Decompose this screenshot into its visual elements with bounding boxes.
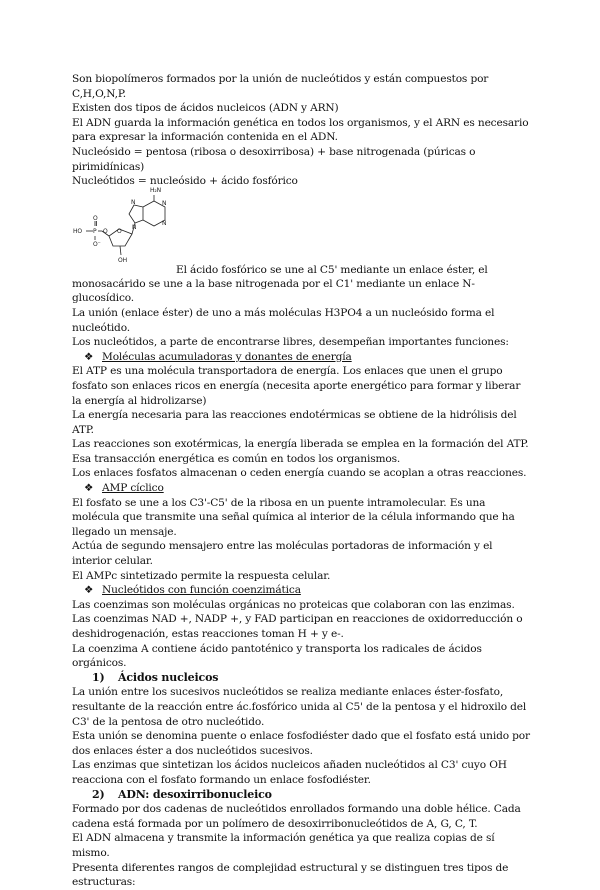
body-paragraph: Los nucleótidos, a parte de encontrarse libres, desempeñan importantes funciones: xyxy=(72,336,509,349)
diamond-bullet-icon: ❖ xyxy=(84,350,94,363)
body-paragraph: Formado por dos cadenas de nucleótidos enrollados formando una doble hélice. Cada cadena está formada por un polímero de desoxirribonucleótidos de A, G, C, T. xyxy=(72,803,521,830)
body-paragraph: El AMPc sintetizado permite la respuesta celular. xyxy=(72,569,331,582)
body-paragraph: La unión entre los sucesivos nucleótidos se realiza mediante enlaces éster-fosfato, resultante de la reacción entre ác.fosfórico unida al C5' de la pentosa y el hidroxilo del C3' de la pentosa de otro nucleótido. xyxy=(72,686,527,728)
nucleotide-structure-diagram xyxy=(72,186,192,277)
nitrogen-label: N xyxy=(162,219,167,227)
body-paragraph: Esta unión se denomina puente o enlace fosfodiéster dado que el fosfato está unido por dos enlaces éster a dos nucleótidos sucesivos. xyxy=(72,730,530,757)
bullet-heading-amp: ❖ AMP cíclico xyxy=(84,482,164,495)
intro-paragraph: Nucleótidos = nucleósido + ácido fosfórico xyxy=(72,175,298,188)
body-paragraph: Actúa de segundo mensajero entre las moléculas portadoras de información y el interior celular. xyxy=(72,540,493,568)
body-paragraph: El ADN almacena y transmite la información genética ya que realiza copias de sí mismo. xyxy=(72,832,495,859)
body-paragraph: Las enzimas que sintetizan los ácidos nucleicos añaden nucleótidos al C3' cuyo OH reacciona con el fosfato formando un enlace fosfodiéster. xyxy=(72,759,507,786)
body-paragraph: Presenta diferentes rangos de complejidad estructural y se distinguen tres tipos de estructuras: xyxy=(72,861,509,889)
body-paragraph: Los enlaces fosfatos almacenan o ceden energía cuando se acoplan a otras reacciones. xyxy=(72,467,527,480)
section-heading-dna: 2) ADN: desoxirribonucleico xyxy=(92,787,272,801)
body-paragraph: El ATP es una molécula transportadora de energía. Los enlaces que unen el grupo fosfato son enlaces ricos en energía (necesita aporte energético para formar y liberar la energía al hidrolizarse) xyxy=(72,365,521,407)
oxygen-label: O xyxy=(117,227,122,235)
nitrogen-label: N xyxy=(131,198,136,206)
body-paragraph: monosacárido se une a la base nitrogenada por el C1' mediante un enlace N-glucosídico. xyxy=(72,277,475,305)
intro-paragraph: Son biopolímeros formados por la unión de nucleótidos y están compuestos por C,H,O,N,P. xyxy=(72,73,489,100)
body-paragraph: Las reacciones son exotérmicas, la energía liberada se emplea en la formación del ATP. xyxy=(72,438,529,451)
section-heading-nucleic-acids: 1) Ácidos nucleicos xyxy=(92,670,219,684)
bullet-heading-coenzymes: ❖ Nucleótidos con función coenzimática xyxy=(84,584,301,597)
body-paragraph: Esa transacción energética es común en todos los organismos. xyxy=(72,452,401,465)
body-paragraph: Las coenzimas son moléculas orgánicas no proteicas que colaboran con las enzimas. xyxy=(72,598,515,611)
body-paragraph: La energía necesaria para las reacciones endotérmicas se obtiene de la hidrólisis del ATP. xyxy=(72,409,517,436)
oxygen-label: O xyxy=(103,227,108,235)
body-paragraph: La unión (enlace éster) de uno a más moléculas H3PO4 a un nucleósido forma el nucleótido. xyxy=(72,306,495,334)
bullet-heading-atp: ❖ Moléculas acumuladoras y donantes de energía xyxy=(84,350,352,363)
document-body xyxy=(72,72,530,890)
body-paragraph: Las coenzimas NAD +, NADP +, y FAD participan en reacciones de oxidorreducción o deshidrogenación, estas reacciones toman H + y e-. xyxy=(72,613,523,640)
amine-label: H₂N xyxy=(150,186,161,194)
hydroxyl-label: OH xyxy=(118,256,127,264)
intro-paragraph: Existen dos tipos de ácidos nucleicos (ADN y ARN) xyxy=(72,102,339,115)
nucleotide-figure xyxy=(72,186,530,277)
phosphorus-label: P xyxy=(93,227,97,235)
nitrogen-label: N xyxy=(132,223,137,231)
body-paragraph: El fosfato se une a los C3'-C5' de la ribosa en un puente intramolecular. Es una molécula que transmite una señal química al interior de la célula informando que ha llegado un mensaje. xyxy=(72,496,515,538)
nitrogen-label: N xyxy=(162,199,167,207)
intro-paragraph: El ADN guarda la información genética en todos los organismos, y el ARN es necesario para expresar la información contenida en el ADN. xyxy=(72,116,529,144)
figure-caption: El ácido fosfórico se une al C5' mediante un enlace éster, el xyxy=(176,263,488,276)
diamond-bullet-icon: ❖ xyxy=(84,482,94,495)
oxygen-label: O xyxy=(93,214,98,222)
hydroxyl-label: HO xyxy=(73,227,82,235)
intro-paragraph: Nucleósido = pentosa (ribosa o desoxirribosa) + base nitrogenada (púricas o pirimidínicas) xyxy=(72,145,476,173)
diamond-bullet-icon: ❖ xyxy=(84,584,94,597)
oxygen-anion-label: O⁻ xyxy=(93,240,101,248)
body-paragraph: La coenzima A contiene ácido pantoténico y transporta los radicales de ácidos orgánicos. xyxy=(72,642,482,670)
